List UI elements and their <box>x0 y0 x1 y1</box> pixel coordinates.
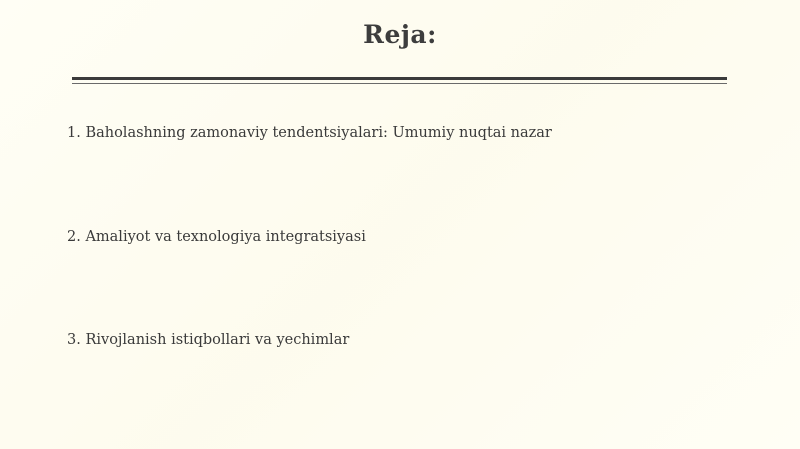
slide-title: Reja: <box>363 20 437 49</box>
title-divider-thin <box>72 83 727 84</box>
plan-item-3: 3. Rivojlanish istiqbollari va yechimlar <box>67 332 350 348</box>
plan-item-2: 2. Amaliyot va texnologiya integratsiyasi <box>67 229 366 245</box>
title-divider-thick <box>72 77 727 80</box>
plan-item-1: 1. Baholashning zamonaviy tendentsiyalari: Umumiy nuqtai nazar <box>67 125 552 141</box>
